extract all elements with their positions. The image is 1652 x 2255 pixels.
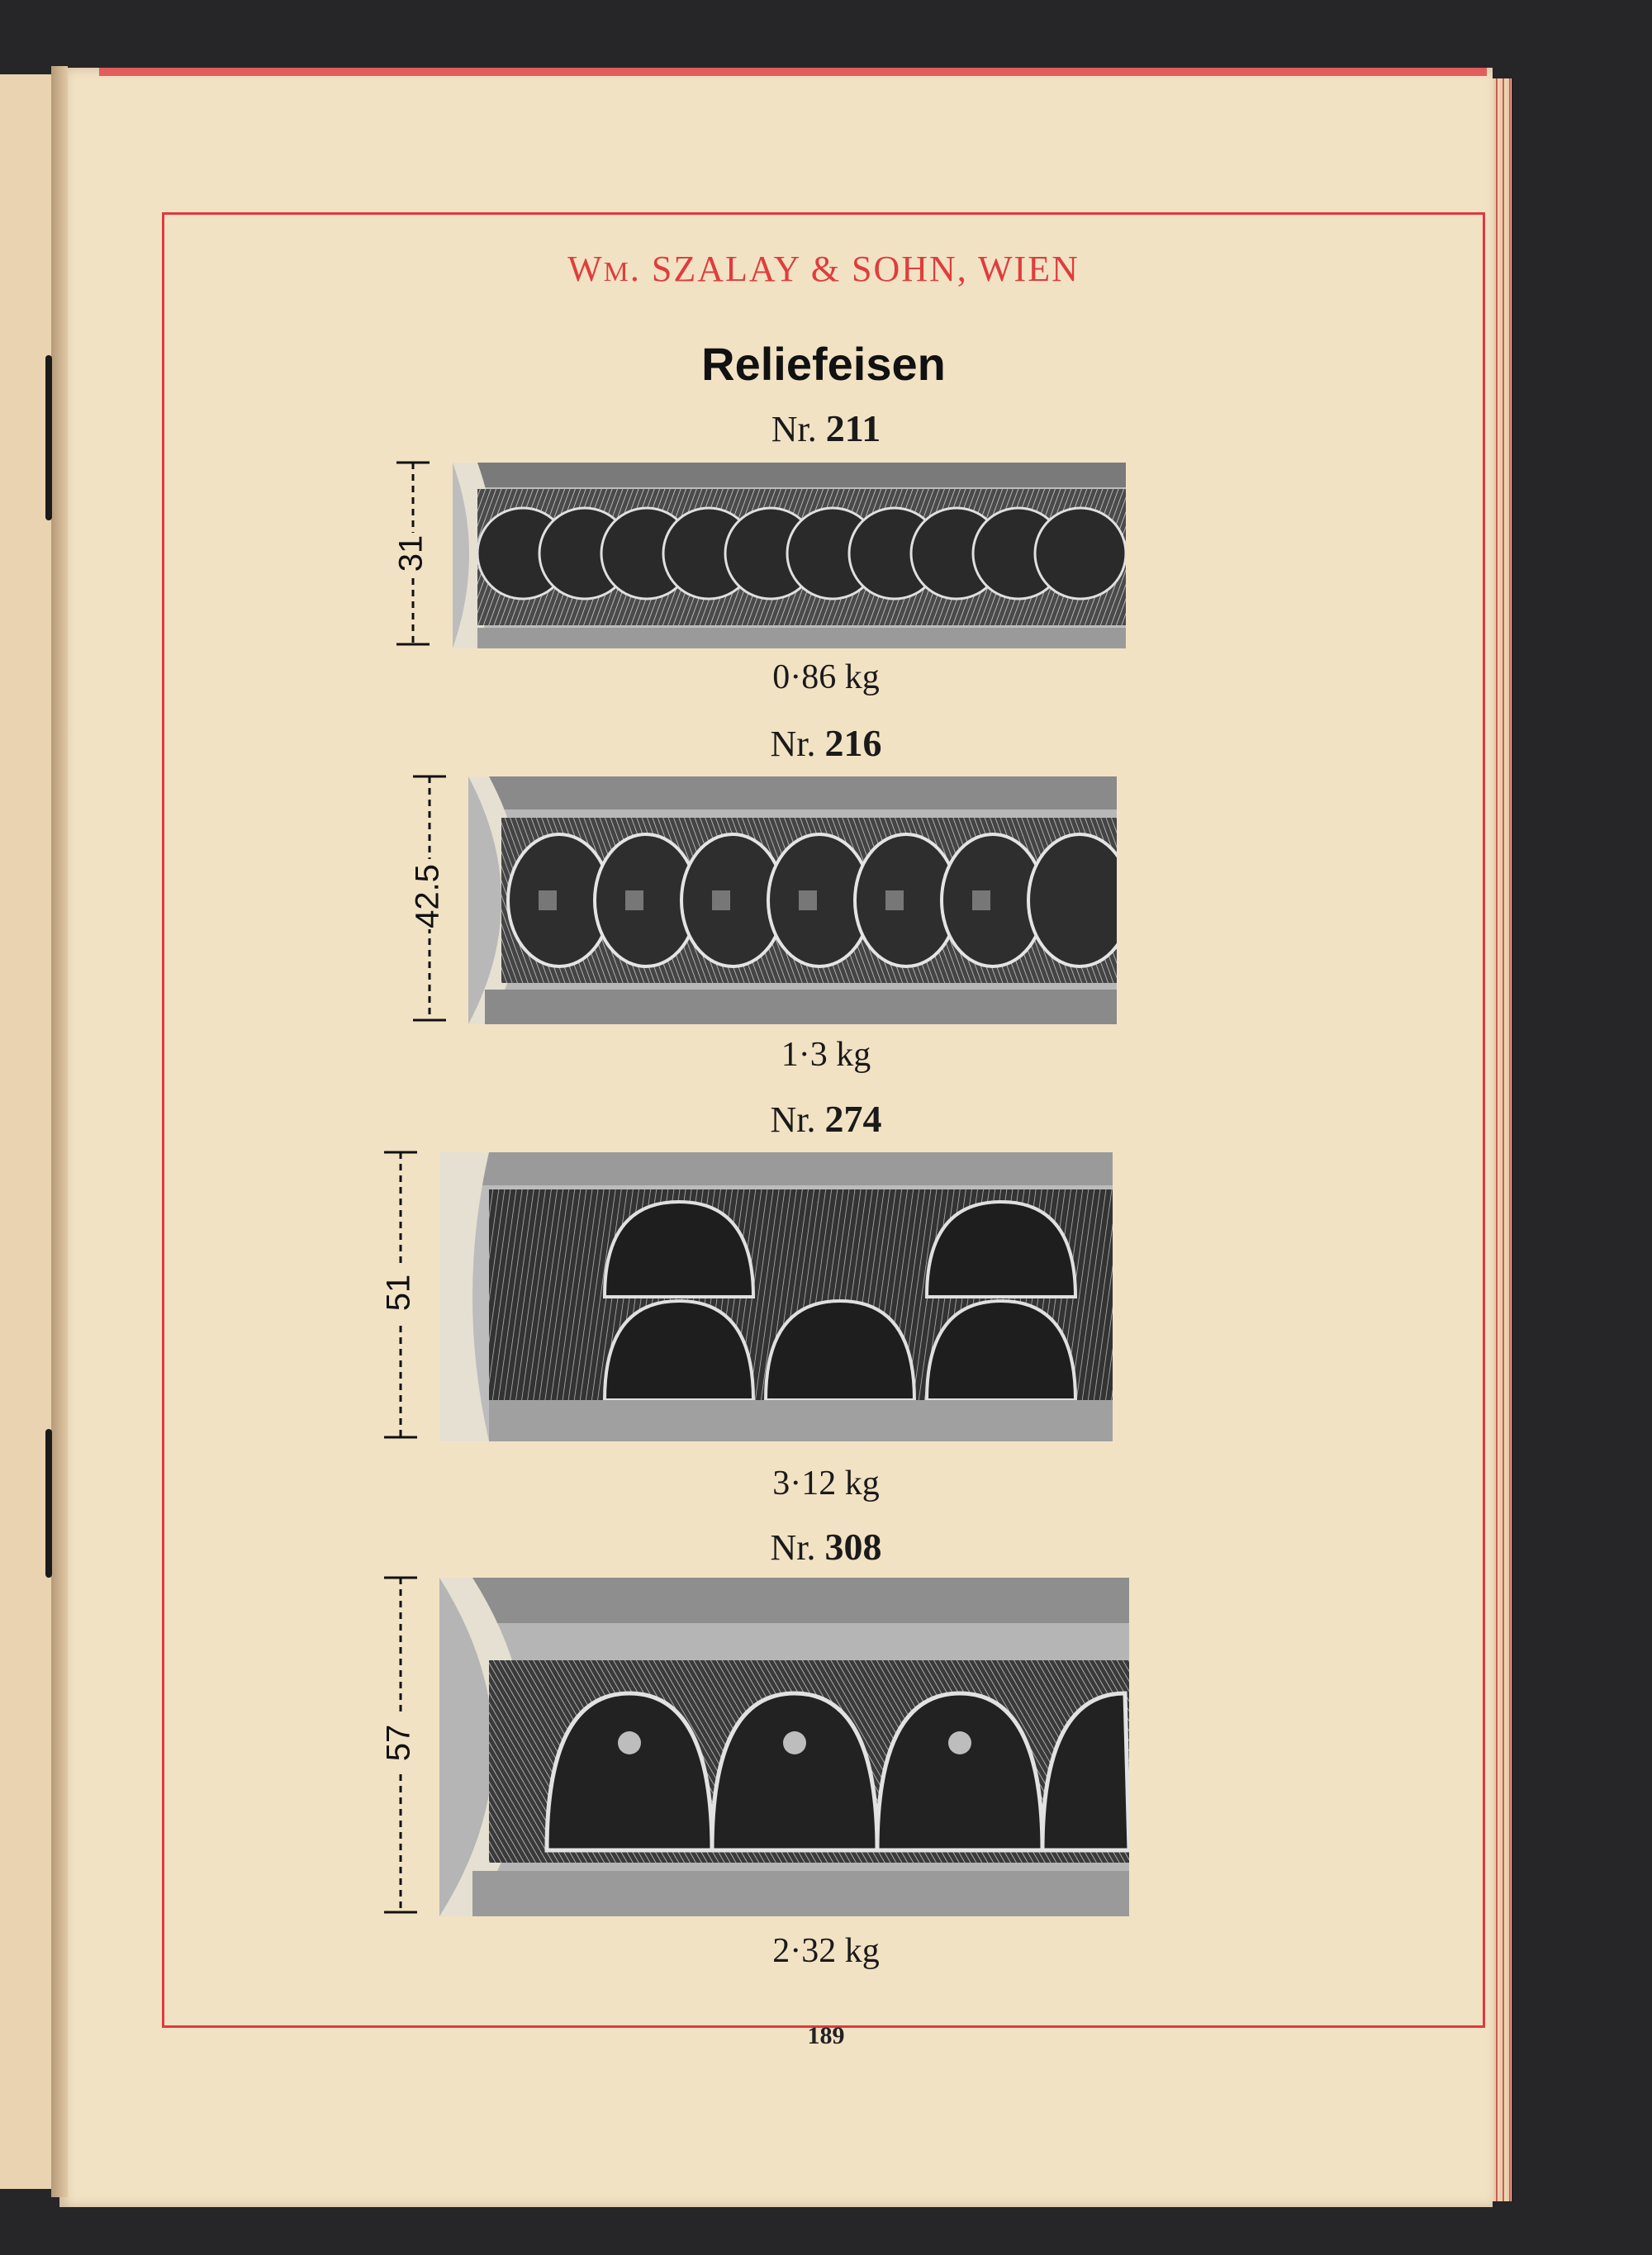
item-prefix: Nr.: [771, 409, 817, 449]
item-label-216: [0, 721, 1652, 765]
dimension-value: 51: [380, 1274, 417, 1312]
item-weight-274: 3·12 kg: [772, 1465, 880, 1503]
item-number: 211: [825, 407, 881, 449]
item-number: 216: [824, 722, 882, 764]
item-weight-211: 0·86 kg: [772, 658, 880, 696]
item-label-274: [0, 1097, 1652, 1141]
publisher-header: [162, 248, 1485, 290]
dimension-marker-216: [405, 772, 454, 1024]
item-number: 274: [824, 1098, 882, 1140]
item-prefix: Nr.: [770, 1099, 816, 1140]
item-label-211: [0, 406, 1652, 450]
item-label-308: [0, 1525, 1652, 1569]
page-title: Reliefeisen: [701, 338, 946, 390]
header-initial: W: [567, 249, 604, 289]
page-number: 189: [807, 2022, 845, 2049]
header-initial-small: M: [603, 257, 630, 287]
moulding-image-274: [439, 1152, 1113, 1441]
dimension-value: 31: [392, 534, 430, 572]
item-prefix: Nr.: [770, 724, 816, 764]
moulding-image-211: [453, 463, 1126, 648]
red-page-edge: [99, 68, 1487, 76]
dimension-value: 42.5: [409, 864, 446, 928]
dimension-value: 57: [380, 1724, 417, 1762]
moulding-image-308: [439, 1578, 1129, 1916]
item-prefix: Nr.: [770, 1527, 816, 1568]
dimension-marker-308: [376, 1574, 425, 1916]
item-weight-308: 2·32 kg: [772, 1932, 880, 1970]
item-weight-216: 1·3 kg: [781, 1036, 871, 1074]
dimension-marker-274: [376, 1148, 425, 1441]
dimension-marker-211: [388, 458, 438, 648]
header-rest: . SZALAY & SOHN, WIEN: [629, 249, 1080, 289]
moulding-image-216: [468, 776, 1117, 1024]
item-number: 308: [824, 1526, 882, 1568]
